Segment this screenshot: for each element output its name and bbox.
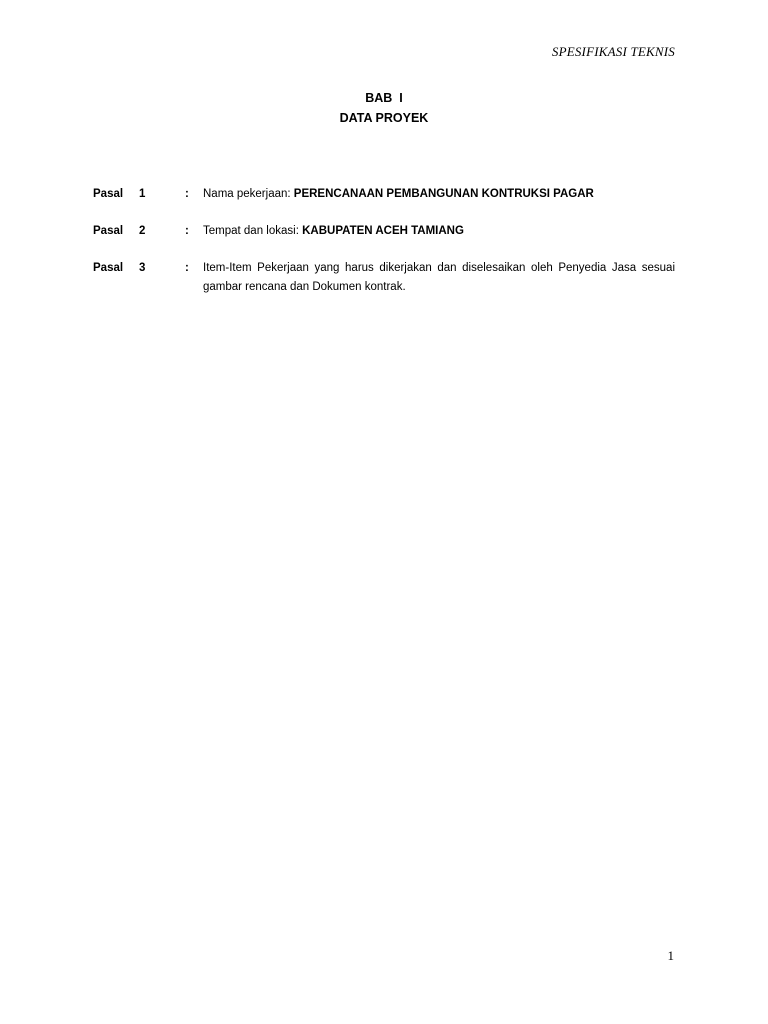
clause-number: 3 xyxy=(139,262,146,274)
clause-text xyxy=(203,222,675,241)
clause-text xyxy=(203,259,675,297)
chapter-number: BAB I xyxy=(365,91,403,105)
clause-list xyxy=(93,185,675,315)
clause-number: 1 xyxy=(139,188,146,200)
clause-label: Pasal xyxy=(93,262,124,274)
page-number: 1 xyxy=(667,948,674,963)
clause-separator: : xyxy=(185,262,189,274)
running-header: SPESIFIKASI TEKNIS xyxy=(551,44,675,59)
clause-text-emphasis: PERENCANAAN PEMBANGUNAN KONTRUKSI PAGAR xyxy=(293,188,594,200)
clause-text-plain: Item-Item Pekerjaan yang harus dikerjakan dan diselesaikan oleh Penyedia Jasa sesuai gambar rencana dan Dokumen kontrak. xyxy=(203,262,675,293)
clause-1 xyxy=(93,185,675,204)
clause-3 xyxy=(93,259,675,297)
clause-number: 2 xyxy=(139,225,146,237)
chapter-title: DATA PROYEK xyxy=(339,110,429,125)
clause-label: Pasal xyxy=(93,188,124,200)
clause-text-plain: Nama pekerjaan: xyxy=(203,188,294,200)
clause-2 xyxy=(93,222,675,241)
clause-label: Pasal xyxy=(93,225,124,237)
clause-text-plain: Tempat dan lokasi: xyxy=(203,225,303,237)
chapter-heading xyxy=(0,89,768,128)
clause-text-emphasis: KABUPATEN ACEH TAMIANG xyxy=(302,225,464,237)
clause-text xyxy=(203,185,675,204)
clause-separator: : xyxy=(185,188,189,200)
clause-separator: : xyxy=(185,225,189,237)
